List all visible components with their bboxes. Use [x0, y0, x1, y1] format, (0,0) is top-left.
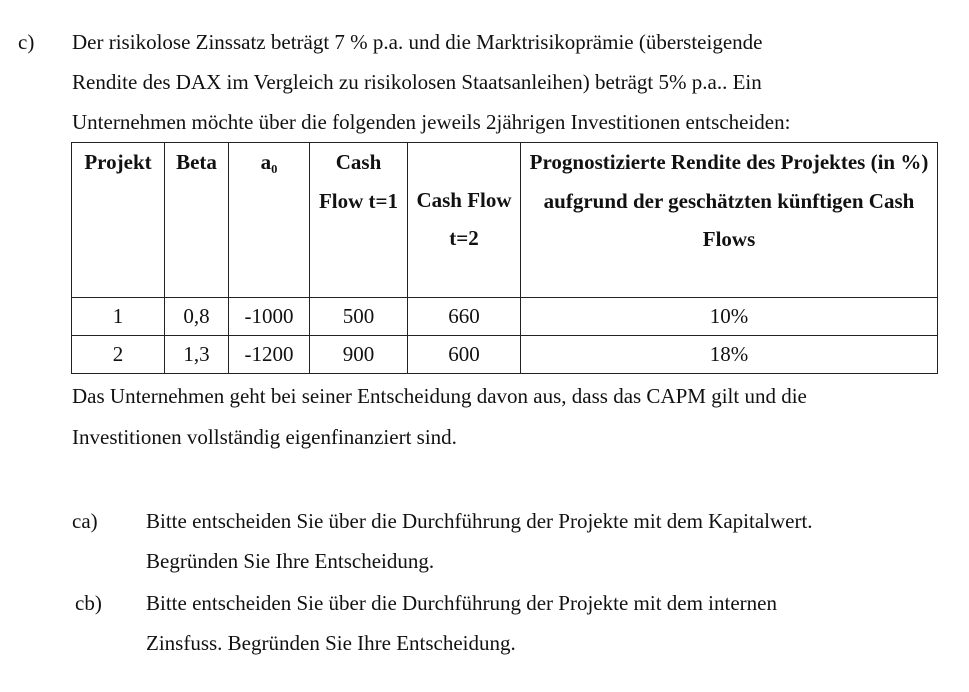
cell-cash-flow-t2: 660 [408, 298, 521, 336]
intro-text [72, 22, 952, 142]
intro-line: Rendite des DAX im Vergleich zu risikolosen Staatsanleihen) beträgt 5% p.a.. Ein [72, 70, 762, 94]
projects-table [71, 142, 938, 374]
assumption-paragraph [72, 376, 952, 458]
cell-cash-flow-t2: 600 [408, 336, 521, 374]
header-prognostizierte-rendite: Prognostizierte Rendite des Projektes (in %) aufgrund der geschätzten künftigen Cash Flows [521, 143, 938, 298]
cell-cash-flow-t1: 900 [310, 336, 408, 374]
table-header-row [72, 143, 938, 298]
paragraph-line: Das Unternehmen geht bei seiner Entscheidung davon aus, dass das CAPM gilt und die [72, 384, 807, 408]
header-beta: Beta [165, 143, 229, 298]
header-projekt: Projekt [72, 143, 165, 298]
subtask-label: ca) [72, 509, 98, 533]
header-cash-flow-t1: Cash Flow t=1 [310, 143, 408, 298]
section-label: c) [18, 30, 35, 54]
cell-projekt: 2 [72, 336, 165, 374]
intro-line: Unternehmen möchte über die folgenden jeweils 2jährigen Investitionen entscheiden: [72, 110, 791, 134]
subtask-line: Begründen Sie Ihre Entscheidung. [146, 549, 435, 573]
cell-a0: -1200 [229, 336, 310, 374]
cell-beta: 1,3 [165, 336, 229, 374]
header-a0: a₀ [229, 143, 310, 298]
cell-rendite: 10% [521, 298, 938, 336]
subtask-label: cb) [75, 591, 102, 615]
subtask-line: Zinsfuss. Begründen Sie Ihre Entscheidung. [146, 631, 516, 655]
cell-rendite: 18% [521, 336, 938, 374]
cell-beta: 0,8 [165, 298, 229, 336]
cell-a0: -1000 [229, 298, 310, 336]
subtask-text [146, 583, 777, 663]
subtask-text [146, 501, 813, 581]
intro-line: Der risikolose Zinssatz beträgt 7 % p.a. und die Marktrisikoprämie (übersteigende [72, 30, 763, 54]
header-cash-flow-t2: Cash Flow t=2 [408, 143, 521, 298]
table-row [72, 336, 938, 374]
cell-projekt: 1 [72, 298, 165, 336]
subtask-line: Bitte entscheiden Sie über die Durchführung der Projekte mit dem Kapitalwert. [146, 509, 813, 533]
paragraph-line: Investitionen vollständig eigenfinanziert sind. [72, 425, 457, 449]
cell-cash-flow-t1: 500 [310, 298, 408, 336]
table-row [72, 298, 938, 336]
subtask-line: Bitte entscheiden Sie über die Durchführung der Projekte mit dem internen [146, 591, 777, 615]
